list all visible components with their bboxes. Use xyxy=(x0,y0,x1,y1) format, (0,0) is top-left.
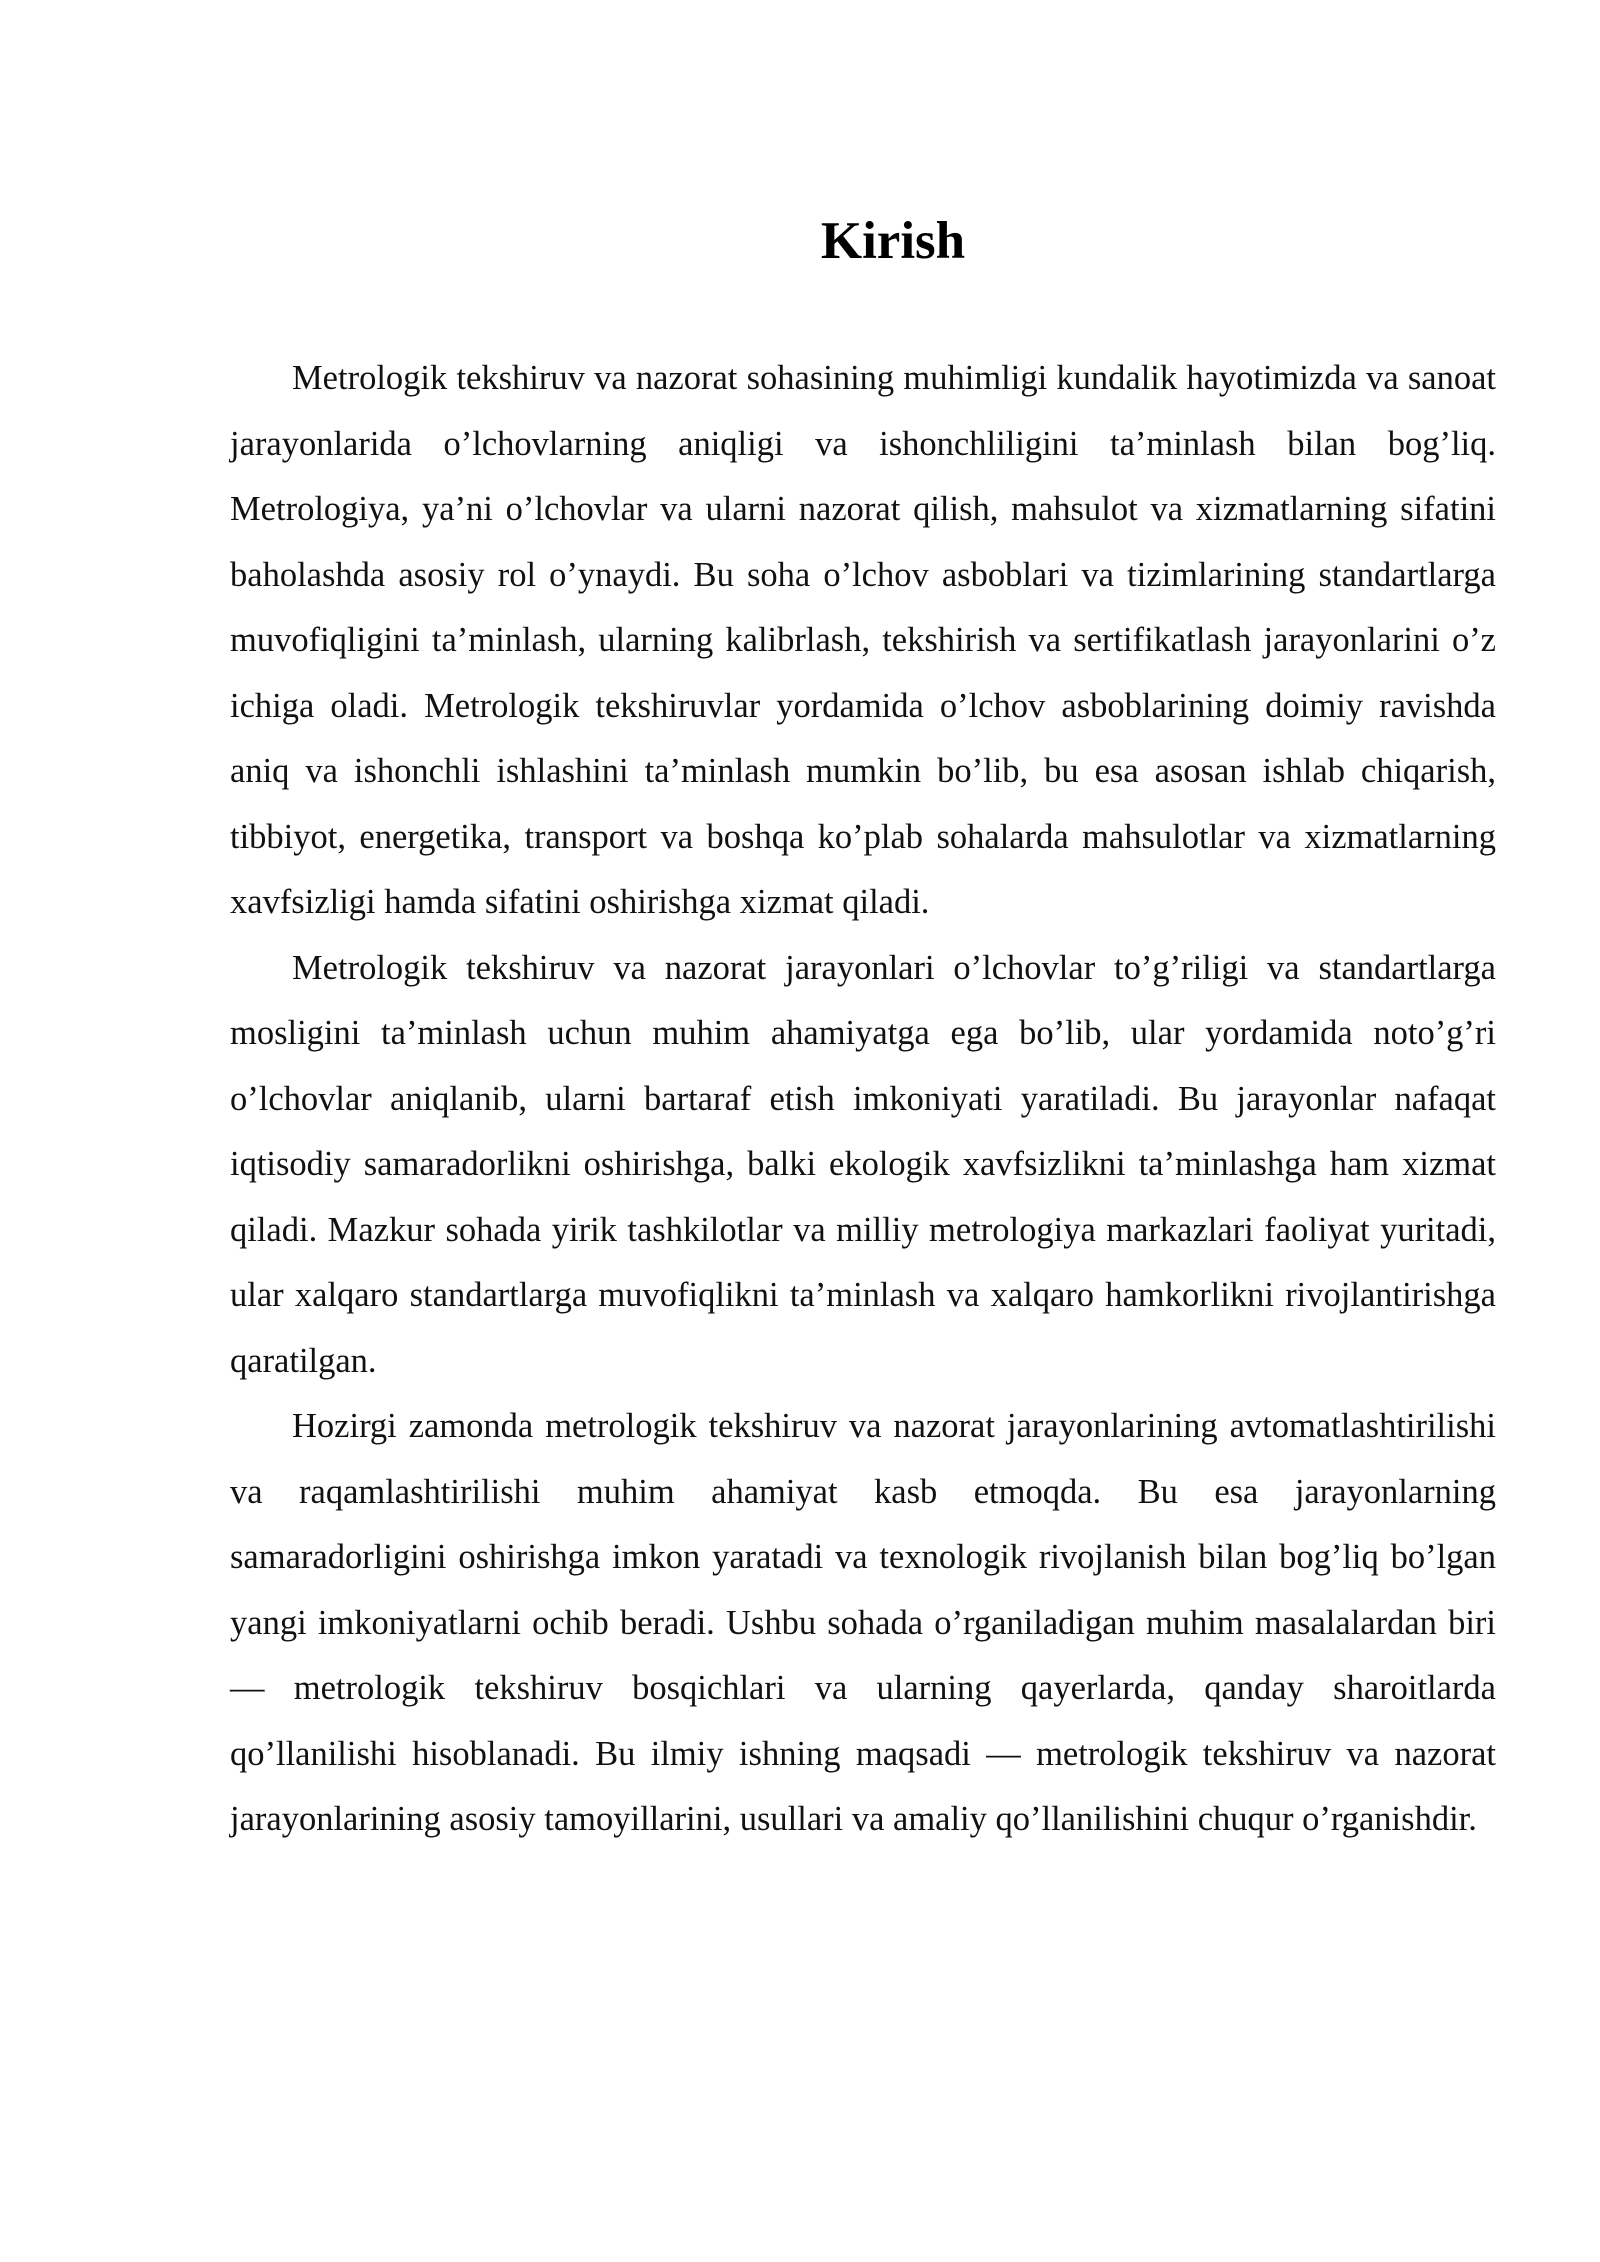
paragraph-3: Hozirgi zamonda metrologik tekshiruv va nazorat jarayonlarining avtomatlashtirilishi va raqamlashtirilishi muhim ahamiyat kasb etmoqda. Bu esa jarayonlarning samaradorligini oshirishga imkon yaratadi va texnologik rivojlanish bilan bog’liq bo’lgan yangi imkoniyatlarni ochib beradi. Ushbu sohada o’rganiladigan muhim masalalardan biri — metrologik tekshiruv bosqichlari va ularning qayerlarda, qanday sharoitlarda qo’llanilishi hisoblanadi. Bu ilmiy ishning maqsadi — metrologik tekshiruv va nazorat jarayonlarining asosiy tamoyillarini, usullari va amaliy qo’llanilishini chuqur o’rganishdir. xyxy=(230,1407,1496,1838)
page-title: Kirish xyxy=(820,212,966,270)
paragraph-2: Metrologik tekshiruv va nazorat jarayonlari o’lchovlar to’g’riligi va standartlarga mosligini ta’minlash uchun muhim ahamiyatga ega bo’lib, ular yordamida noto’g’ri o’lchovlar aniqlanib, ularni bartaraf etish imkoniyati yaratiladi. Bu jarayonlar nafaqat iqtisodiy samaradorlikni oshirishga, balki ekologik xavfsizlikni ta’minlashga ham xizmat qiladi. Mazkur sohada yirik tashkilotlar va milliy metrologiya markazlari faoliyat yuritadi, ular xalqaro standartlarga muvofiqlikni ta’minlash va xalqaro hamkorlikni rivojlantirishga qaratilgan. xyxy=(230,948,1496,1380)
paragraph-1: Metrologik tekshiruv va nazorat sohasining muhimligi kundalik hayotimizda va sanoat jarayonlarida o’lchovlarning aniqligi va ishonchliligini ta’minlash bilan bog’liq. Metrologiya, ya’ni o’lchovlar va ularni nazorat qilish, mahsulot va xizmatlarning sifatini baholashda asosiy rol o’ynaydi. Bu soha o’lchov asboblari va tizimlarining standartlarga muvofiqligini ta’minlash, ularning kalibrlash, tekshirish va sertifikatlash jarayonlarini o’z ichiga oladi. Metrologik tekshiruvlar yordamida o’lchov asboblarining doimiy ravishda aniq va ishonchli ishlashini ta’minlash mumkin bo’lib, bu esa asosan ishlab chiqarish, tibbiyot, energetika, transport va boshqa ko’plab sohalarda mahsulotlar va xizmatlarning xavfsizligi hamda sifatini oshirishga xizmat qiladi. xyxy=(230,359,1496,921)
document-body xyxy=(230,346,1496,1853)
